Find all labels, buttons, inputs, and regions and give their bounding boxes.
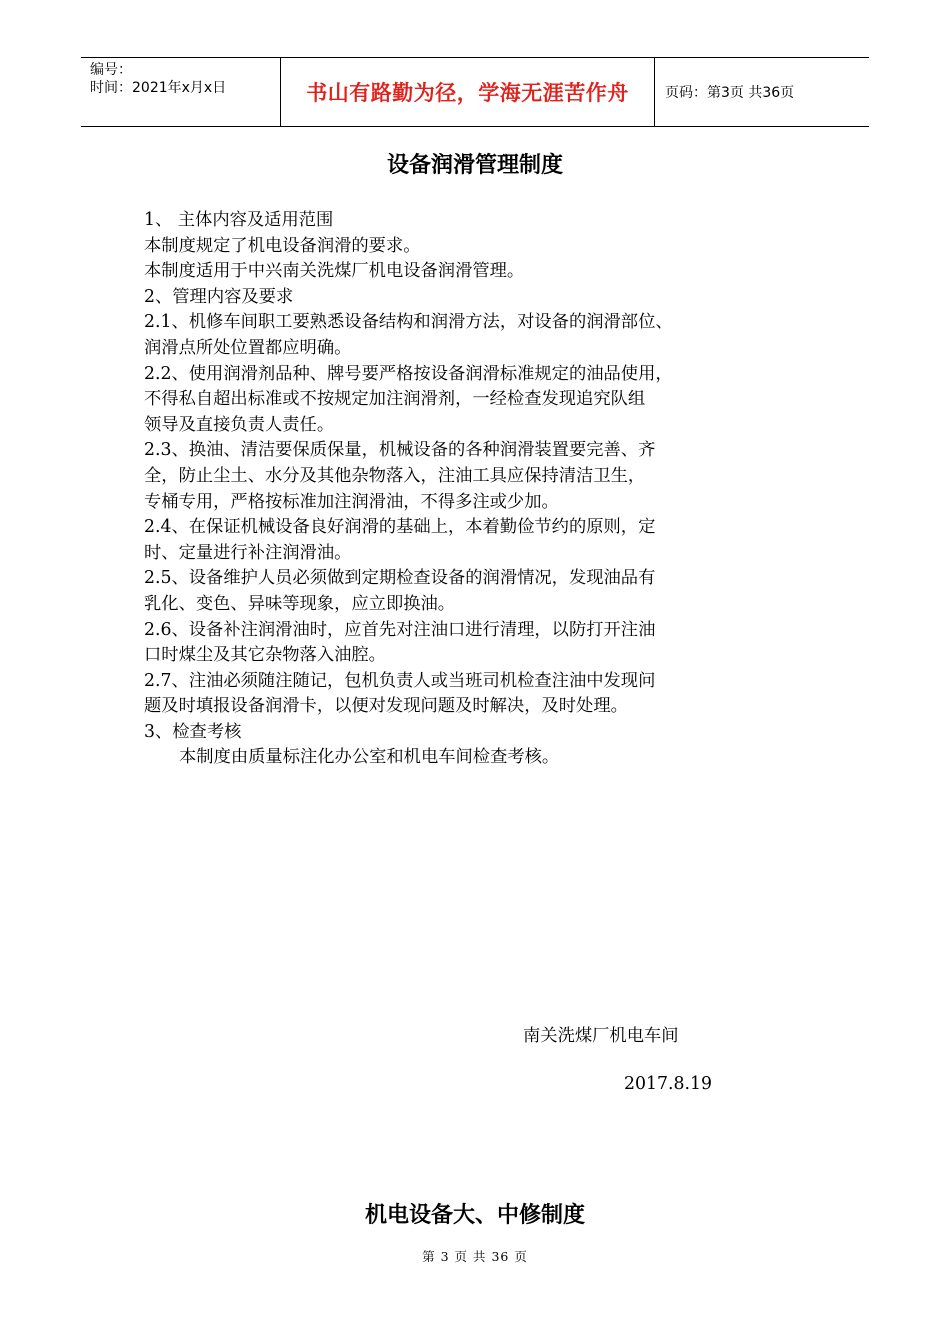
- document-body: [144, 208, 834, 771]
- body-line: 2.5、设备维护人员必须做到定期检查设备的润滑情况，发现油品有: [144, 568, 656, 589]
- document-title: 设备润滑管理制度: [386, 153, 563, 178]
- document-number-label: 编号：: [90, 62, 132, 78]
- body-line: 本制度规定了机电设备润滑的要求。: [144, 235, 421, 256]
- body-line: 2.2、使用润滑剂品种、牌号要严格按设备润滑标准规定的油品使用，: [144, 363, 673, 384]
- body-line: 时、定量进行补注润滑油。: [144, 542, 352, 563]
- body-line: 2.7、注油必须随注随记，包机负责人或当班司机检查注油中发现问: [144, 670, 656, 691]
- body-line: 2.1、机修车间职工要熟悉设备结构和润滑方法，对设备的润滑部位、: [144, 312, 673, 333]
- next-section-title: 机电设备大、中修制度: [364, 1203, 585, 1228]
- body-line: 领导及直接负责人责任。: [144, 414, 335, 435]
- page-header: [81, 57, 869, 127]
- body-line: 2.3、换油、清洁要保质保量，机械设备的各种润滑装置要完善、齐: [144, 440, 656, 461]
- body-line: 1、 主体内容及适用范围: [144, 210, 334, 230]
- body-line: 本制度由质量标注化办公室和机电车间检查考核。: [179, 747, 560, 768]
- body-line: 2、管理内容及要求: [144, 286, 294, 307]
- body-line: 本制度适用于中兴南关洗煤厂机电设备润滑管理。: [144, 261, 525, 282]
- body-line: 2.4、在保证机械设备良好润滑的基础上，本着勤俭节约的原则，定: [144, 517, 656, 538]
- body-line: 口时煤尘及其它杂物落入油腔。: [144, 645, 386, 666]
- header-meta: [81, 58, 281, 126]
- page-footer: 第 3 页 共 36 页: [422, 1249, 528, 1264]
- body-line: 专桶专用，严格按标准加注润滑油，不得多注或少加。: [144, 491, 559, 512]
- body-line: 全，防止尘土、水分及其他杂物落入，注油工具应保持清洁卫生，: [144, 465, 646, 486]
- body-line: 3、检查考核: [144, 721, 242, 742]
- body-line: 2.6、设备补注润滑油时，应首先对注油口进行清理，以防打开注油: [144, 619, 656, 640]
- signature-department: 南关洗煤厂机电车间: [523, 1026, 679, 1046]
- body-line: 润滑点所处位置都应明确。: [144, 337, 352, 358]
- body-line: 题及时填报设备润滑卡，以便对发现问题及时解决，及时处理。: [144, 696, 628, 717]
- body-line: 不得私自超出标准或不按规定加注润滑剂，一经检查发现追究队组: [144, 389, 646, 410]
- header-motto: 书山有路勤为径，学海无涯苦作舟: [281, 58, 655, 126]
- signature-date: 2017.8.19: [624, 1074, 712, 1094]
- body-line: 乳化、变色、异味等现象，应立即换油。: [144, 593, 456, 614]
- header-page-info: 页码：第3页 共36页: [665, 85, 795, 101]
- document-time-label: 时间：2021年x月x日: [90, 80, 227, 96]
